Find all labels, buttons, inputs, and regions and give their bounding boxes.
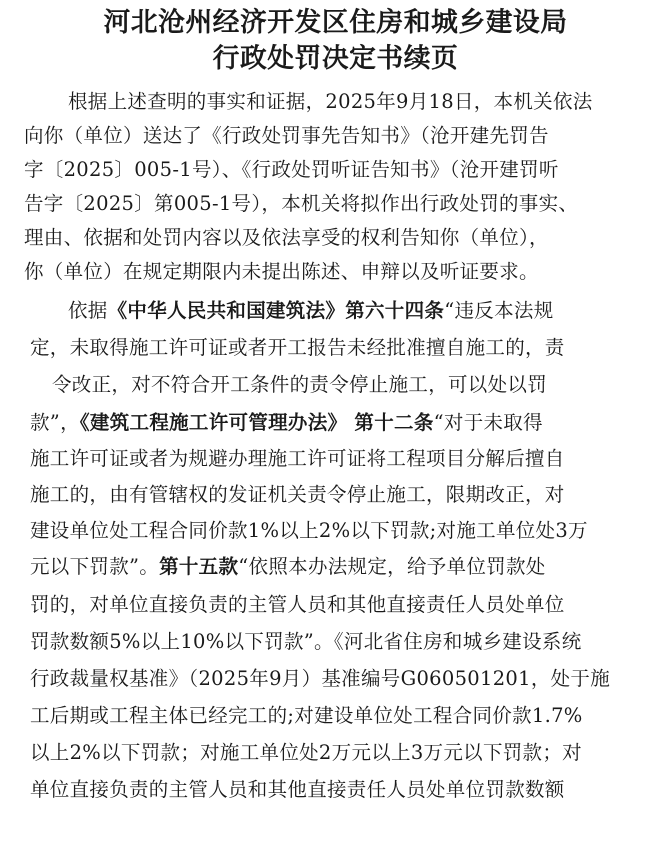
body-line-7: 依据《中华人民共和国建筑法》第六十四条“违反本法规 bbox=[68, 299, 554, 322]
body-line-13: 建设单位处工程合同价款1%以上2%以下罚款;对施工单位处3万 bbox=[30, 519, 588, 542]
body-line-10: 款”，《建筑工程施工许可管理办法》 第十二条“对于未取得 bbox=[30, 411, 543, 434]
body-line-6: 你（单位）在规定期限内未提出陈述、申辩以及听证要求。 bbox=[24, 260, 539, 283]
law-citation-clause-15: 第十五款 bbox=[159, 555, 239, 578]
law-citation-permit-measures: 《建筑工程施工许可管理办法》 第十二条 bbox=[79, 411, 434, 434]
law-citation-construction-law: 《中华人民共和国建筑法》第六十四条 bbox=[107, 299, 445, 322]
body-line-11: 施工许可证或者为规避办理施工许可证将工程项目分解后擅自 bbox=[30, 447, 565, 470]
body-line-15: 罚的，对单位直接负责的主管人员和其他直接责任人员处单位 bbox=[30, 593, 565, 616]
body-line-3: 字〔2025〕005-1号）、《行政处罚听证告知书》（沧开建罚听 bbox=[24, 158, 559, 181]
document-title-line2: 行政处罚决定书续页 bbox=[212, 43, 459, 74]
body-line-17: 行政裁量权基准》（2025年9月）基准编号G060501201，处于施 bbox=[30, 667, 611, 690]
document-title-line1: 河北沧州经济开发区住房和城乡建设局 bbox=[103, 7, 568, 38]
body-line-8: 定，未取得施工许可证或者开工报告未经批准擅自施工的，责 bbox=[30, 336, 565, 359]
body-line-18: 工后期或工程主体已经完工的;对建设单位处工程合同价款1.7% bbox=[30, 704, 583, 727]
body-line-16: 罚款数额5%以上10%以下罚款”。《河北省住房和城乡建设系统 bbox=[30, 630, 582, 653]
body-line-19: 以上2%以下罚款；对施工单位处2万元以上3万元以下罚款；对 bbox=[30, 741, 582, 764]
body-line-14: 元以下罚款”。第十五款“依照本办法规定，给予单位罚款处 bbox=[30, 555, 546, 578]
body-line-2: 向你（单位）送达了《行政处罚事先告知书》（沧开建先罚告 bbox=[24, 124, 549, 147]
body-line-9: 令改正，对不符合开工条件的责令停止施工，可以处以罚 bbox=[52, 373, 548, 396]
body-line-5: 理由、依据和处罚内容以及依法享受的权利告知你（单位）， bbox=[24, 226, 549, 249]
body-line-4: 告字〔2025〕第005-1号），本机关将拟作出行政处罚的事实、 bbox=[24, 192, 579, 215]
body-line-1: 根据上述查明的事实和证据，2025年9月18日，本机关依法 bbox=[68, 90, 593, 113]
body-line-12: 施工的，由有管辖权的发证机关责令停止施工，限期改正，对 bbox=[30, 483, 565, 506]
body-line-20: 单位直接负责的主管人员和其他直接责任人员处单位罚款数额 bbox=[30, 778, 565, 801]
